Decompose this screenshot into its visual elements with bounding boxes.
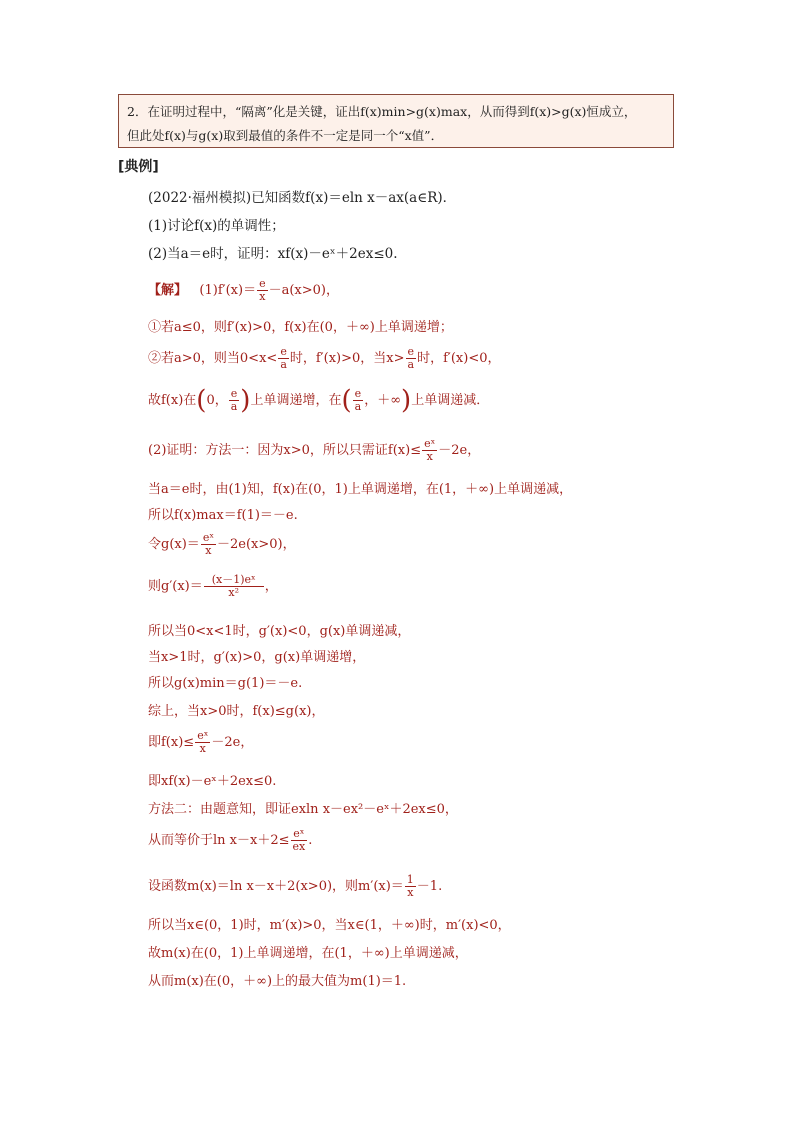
- solution-line-6: 当a＝e时，由(1)知，f(x)在(0，1)上单调递增，在(1，＋∞)上单调递减，: [148, 482, 573, 497]
- solution-line-5: (2)证明：方法一：因为x>0，所以只需证f(x)≤ $\frac{\text{eˣ}}{x}$ －2e，: [148, 437, 481, 463]
- solution-tag: 【解】: [148, 283, 188, 298]
- problem-source: (2022·福州模拟): [148, 190, 252, 206]
- solution-line-19: 所以当x∈(0，1)时，m′(x)>0，当x∈(1，＋∞)时，m′(x)<0，: [148, 918, 511, 933]
- solution-line-20: 故m(x)在(0，1)上单调递增，在(1，＋∞)上单调递减，: [148, 946, 468, 961]
- solution-line-17: 从而等价于ln x－x＋2≤ $\frac{\text{eˣ}}{ex}$ .: [148, 827, 313, 853]
- solution-line-11: 当x>1时，g′(x)>0，g(x)单调递增，: [148, 650, 366, 665]
- solution-line-16: 方法二：由题意知，即证exln x－ex²－eˣ＋2ex≤0，: [148, 802, 458, 817]
- solution-line-2: ①若a≤0，则f′(x)>0，f(x)在(0，＋∞)上单调递增；: [148, 320, 453, 335]
- solution-line-13: 综上，当x>0时，f(x)≤g(x)，: [148, 704, 325, 719]
- note-box: [118, 94, 674, 148]
- solution-line-4: 故f(x)在(0， $\frac{e}{a}$ )上单调递增，在( $\frac{e}{a}$ ，＋∞)上单调递减．: [148, 385, 490, 416]
- problem-q1: (1)讨论f(x)的单调性；: [148, 218, 285, 234]
- solution-line-10: 所以当0<x<1时，g′(x)<0，g(x)单调递减，: [148, 624, 411, 639]
- note-line-2: 但此处f(x)与g(x)取到最值的条件不一定是同一个“x值”．: [127, 128, 444, 143]
- solution-line-3: ②若a>0，则当0<x< $\frac{e}{a}$ 时，f′(x)>0，当x> $\frac{e}{a}$ 时，f′(x)<0，: [148, 345, 501, 371]
- solution-line-15: 即xf(x)－eˣ＋2ex≤0.: [148, 774, 277, 789]
- solution-line-8: 令g(x)＝ $\frac{\text{eˣ}}{x}$ －2e(x>0)，: [148, 531, 296, 557]
- solution-line-1: 【解】 (1)f′(x)＝ $\frac{e}{x}$ －a(x>0)，: [148, 277, 339, 303]
- solution-line-12: 所以g(x)min＝g(1)＝－e.: [148, 676, 303, 691]
- problem-q2: (2)当a＝e时，证明：xf(x)－eˣ＋2ex≤0.: [148, 246, 398, 262]
- solution-line-7: 所以f(x)max＝f(1)＝－e.: [148, 508, 298, 523]
- solution-line-21: 从而m(x)在(0，＋∞)上的最大值为m(1)＝1.: [148, 974, 407, 989]
- l1-pre: (1)f′(x)＝: [199, 283, 257, 298]
- fraction: $\frac{\text{eˣ}}{x}$: [197, 729, 209, 755]
- fraction: $\frac{1}{x}$: [406, 873, 414, 899]
- solution-line-18: 设函数m(x)＝ln x－x＋2(x>0)，则m′(x)＝ $\frac{1}{x}$ －1.: [148, 873, 443, 899]
- solution-line-14: 即f(x)≤ $\frac{\text{eˣ}}{x}$ －2e，: [148, 729, 254, 755]
- section-label: [典例]: [118, 159, 159, 175]
- solution-line-9: 则g′(x)＝ $\frac{\text{(x－1)eˣ}}{\text{x²}}$ ，: [148, 573, 278, 599]
- fraction: $\frac{e}{a}$: [407, 345, 415, 371]
- fraction: $\frac{\text{eˣ}}{ex}$: [292, 827, 306, 853]
- fraction: $\frac{e}{a}$: [230, 387, 238, 413]
- fraction: $\frac{e}{x}$: [259, 277, 266, 303]
- fraction: $\frac{\text{eˣ}}{x}$: [202, 531, 214, 557]
- note-line-1: 2．在证明过程中，“隔离”化是关键，证出f(x)min>g(x)max，从而得到f(x)>g(x)恒成立，: [127, 104, 637, 119]
- problem-stem-text: 已知函数f(x)＝eln x－ax(a∈R)．: [251, 190, 457, 206]
- fraction: $\frac{\text{eˣ}}{x}$: [424, 437, 436, 463]
- problem-stem: [148, 186, 456, 206]
- fraction: $\frac{\text{(x－1)eˣ}}{\text{x²}}$: [204, 574, 264, 599]
- fraction: $\frac{e}{a}$: [354, 387, 362, 413]
- fraction: $\frac{e}{a}$: [280, 345, 287, 371]
